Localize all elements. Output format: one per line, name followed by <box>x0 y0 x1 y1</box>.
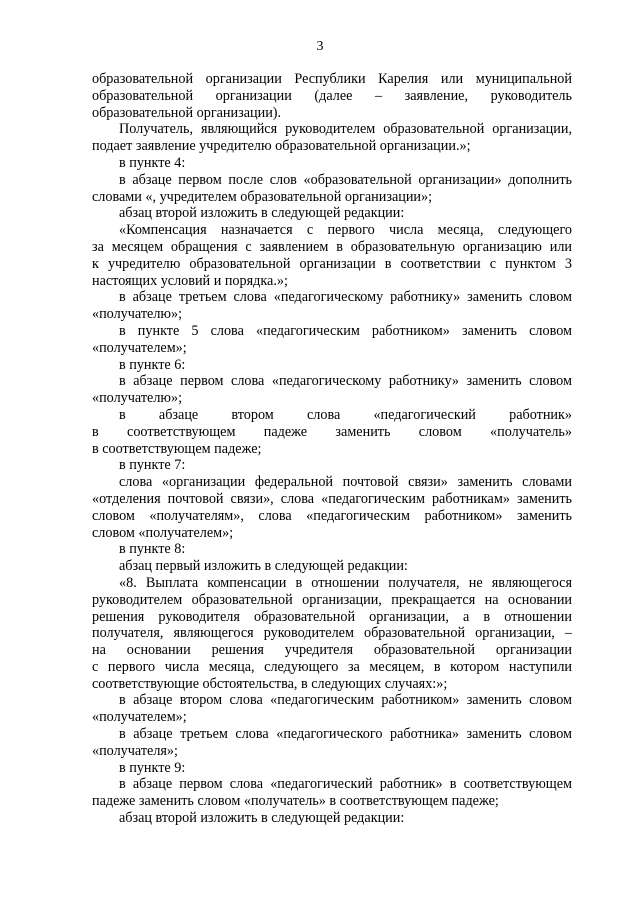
text-line: образовательной организации). <box>92 104 282 121</box>
text-line: образовательной организации (далее – заявление, руководитель <box>92 87 572 104</box>
text-line: с первого числа месяца, следующего за месяцем, в котором наступили <box>92 658 572 675</box>
document-body <box>92 71 572 827</box>
text-line: в абзаце третьем слова «педагогического работника» заменить словом <box>119 726 572 743</box>
text-line: получателя, являющегося руководителем образовательной организации, – <box>92 625 572 642</box>
text-line: в абзаце третьем слова «педагогическому работнику» заменить словом <box>119 289 572 306</box>
text-line: абзац второй изложить в следующей редакции: <box>119 205 405 222</box>
text-line: словами «, учредителем образовательной организации»; <box>92 188 433 205</box>
text-line: «Компенсация назначается с первого числа месяца, следующего <box>119 222 572 239</box>
text-line: «отделения почтовой связи», слова «педагогическим работникам» заменить <box>92 490 572 507</box>
text-line: абзац первый изложить в следующей редакции: <box>119 558 408 575</box>
text-line: в пункте 5 слова «педагогическим работником» заменить словом <box>119 322 572 339</box>
text-line: в пункте 4: <box>119 154 186 171</box>
text-line: за месяцем обращения с заявлением в образовательную организацию или <box>92 238 572 255</box>
text-line: «получателем»; <box>92 339 187 356</box>
text-line: к учредителю образовательной организации в соответствии с пунктом 3 <box>92 255 572 272</box>
text-line: в пункте 6: <box>119 356 186 373</box>
text-line: «получателем»; <box>92 709 187 726</box>
text-line: Получатель, являющийся руководителем образовательной организации, <box>119 121 572 138</box>
text-line: подает заявление учредителю образовательной организации.»; <box>92 138 471 155</box>
text-line: «8. Выплата компенсации в отношении получателя, не являющегося <box>119 574 572 591</box>
text-line: образовательной организации Республики Карелия или муниципальной <box>92 71 572 87</box>
text-line: в абзаце втором слова «педагогический работник» <box>119 406 572 423</box>
text-line: «получателю»; <box>92 306 183 323</box>
text-line: соответствующие обстоятельства, в следующих случаях:»; <box>92 675 448 692</box>
page-number: 3 <box>316 39 324 54</box>
text-line: руководителем образовательной организации, прекращается на основании <box>92 591 572 608</box>
text-line: словом «получателям», слова «педагогическим работником» заменить <box>92 507 572 524</box>
text-line: настоящих условий и порядка.»; <box>92 272 288 289</box>
text-line: словом «получателем»; <box>92 524 234 541</box>
text-line: в абзаце первом слова «педагогический работник» в соответствующем <box>119 776 572 793</box>
text-line: в пункте 8: <box>119 541 186 558</box>
text-line: в соответствующем падеже; <box>92 440 262 457</box>
text-line: в абзаце первом слова «педагогическому работнику» заменить словом <box>119 373 572 390</box>
text-line: на основании решения учредителя образовательной организации <box>92 642 572 659</box>
text-line: в абзаце втором слова «педагогическим работником» заменить словом <box>119 692 572 709</box>
text-line: «получателя»; <box>92 742 178 759</box>
text-line: слова «организации федеральной почтовой связи» заменить словами <box>119 474 572 491</box>
text-line: «получателю»; <box>92 390 183 407</box>
text-line: в абзаце первом после слов «образовательной организации» дополнить <box>119 171 572 188</box>
text-line: абзац второй изложить в следующей редакции: <box>119 810 405 827</box>
text-line: в пункте 9: <box>119 759 186 776</box>
text-line: решения руководителя образовательной организации, а в отношении <box>92 608 572 625</box>
text-line: падеже заменить словом «получатель» в соответствующем падеже; <box>92 793 499 810</box>
text-line: в соответствующем падеже заменить словом «получатель» <box>92 423 572 440</box>
text-line: в пункте 7: <box>119 457 186 474</box>
